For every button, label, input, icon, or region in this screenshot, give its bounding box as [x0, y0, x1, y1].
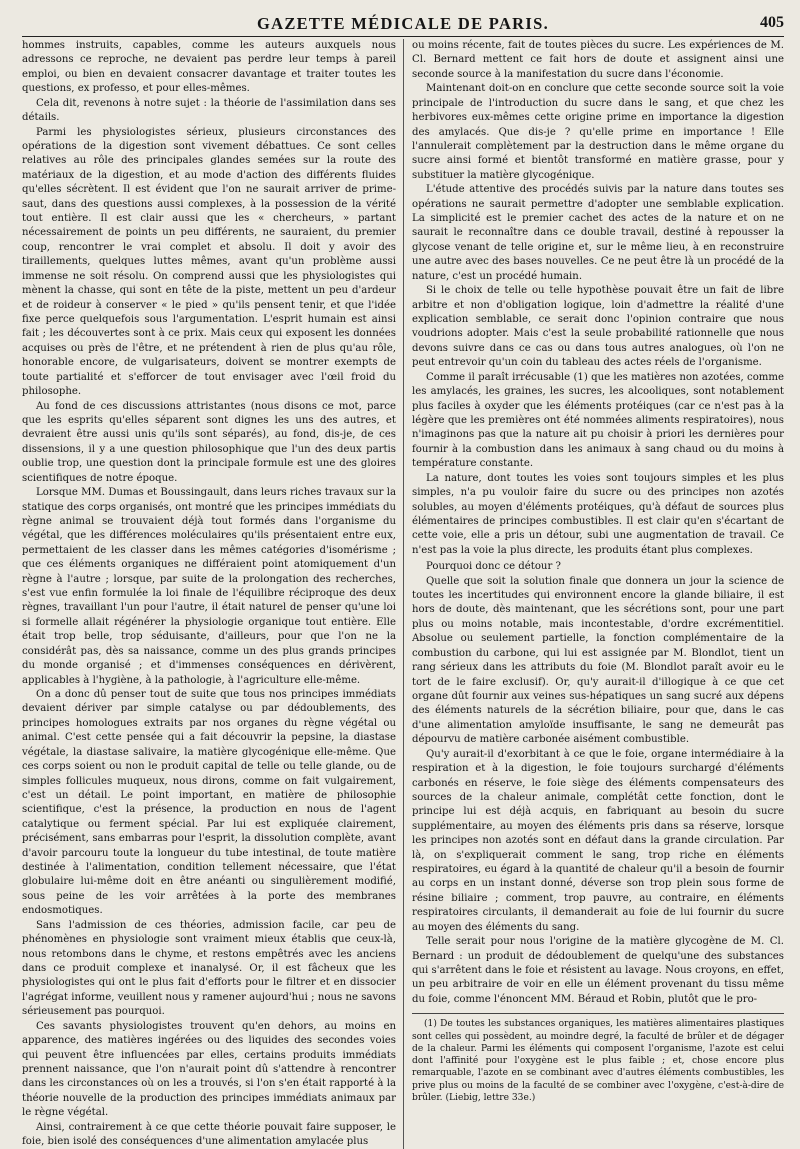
right-column [403, 39, 784, 1149]
paragraph: Qu'y aurait-il d'exorbitant à ce que le foie, organe intermédiaire à la respiration et à la digestion, le foie toujours surchargé d'éléments carbonés en réserve, le foie siège des éléments compensateurs des sources de la chaleur animale, complétât cette fonction, dont le principe lui est déjà acquis, en fabriquant au besoin du sucre supplémentaire, au moyen des éléments pris dans sa réserve, lorsque les principes non azotés sont en défaut dans la grande circulation. Par là, on s'expliquerait comment le sang, trop riche en éléments respiratoires, eu égard à la quantité de chaleur qu'il a besoin de fournir au corps en un instant donné, déverse son trop plein sous forme de résine biliaire ; comment, trop pauvre, au contraire, en éléments respiratoires circulants, il demanderait au foie de lui fournir du sucre au moyen des éléments du sang. [412, 748, 784, 933]
paragraph: hommes instruits, capables, comme les auteurs auxquels nous adressons ce reproche, ne devaient pas perdre leur temps à pareil emploi, ou bien en devaient consacrer davantage et traiter toutes les questions, ex professo, et pour elles-mêmes. [22, 40, 396, 95]
paragraph: Cela dit, revenons à notre sujet : la théorie de l'assimilation dans ses détails. [22, 97, 396, 124]
paragraph: On a donc dû penser tout de suite que tous nos principes immédiats devaient dériver par simple catalyse ou par dédoublements, des principes homologues extraits par nos organes du règne végétal ou animal. C'est cette pensée qui a fait découvrir la pepsine, la diastase végétale, la diastase salivaire, la matière glycogénique elle-même. Que ces corps soient ou non le produit capital de telle ou telle glande, ou de simples follicules muqueux, nous dirons, comme on fait vulgairement, c'est un détail. Le point important, en matière de philosophie scientifique, c'est la présence, la production en nous de l'agent catalytique ou ferment spécial. Par lui est expliquée clairement, précisément, sans embarras pour l'esprit, la dissolution complète, avant d'avoir parcouru toute la longueur du tube intestinal, de toute matière destinée à l'alimentation, condition tellement nécessaire, que l'état globulaire lui-même doit en être anéanti ou singulièrement modifié, sous peine de les voir arrêtées à la porte des membranes endosmotiques. [22, 688, 396, 917]
footnote-text: (1) De toutes les substances organiques, les matières alimentaires plastiques sont celles qui possèdent, au moindre degré, la faculté de brûler et de dégager de la chaleur. Parmi les éléments qui composent l'organisme, l'azote est celui dont l'affinité pour l'oxygène est le plus faible ; et, chose encore plus remarquable, l'azote en se combinant avec d'autres éléments combustibles, les prive plus ou moins de la faculté de se combiner avec l'oxygène, c'est-à-dire de brûler. (Liebig, lettre 33e.) [412, 1019, 784, 1104]
paragraph: L'étude attentive des procédés suivis par la nature dans toutes ses opérations ne saurait permettre d'adopter une semblable explication. La simplicité est le premier cachet des actes de la nature et on ne saurait le reconnaître dans ce double travail, destiné à repousser la glycose venant de telle origine et, sur le même lieu, à en reconstruire une autre avec des bases nouvelles. Ce ne peut être là un procédé de la nature, c'est un procédé humain. [412, 184, 784, 282]
page-header [22, 14, 784, 37]
page-number: 405 [760, 14, 784, 31]
journal-title: GAZETTE MÉDICALE DE PARIS. [256, 14, 550, 33]
paragraph: Telle serait pour nous l'origine de la matière glycogène de M. Cl. Bernard : un produit de dédoublement de quelqu'une des substances qui s'arrêtent dans le foie et résistent au lavage. Nous croyons, en effet, un peu arbitraire de voir en elle un élément provenant du tissu même du foie, comme l'énoncent MM. Béraud et Robin, plutôt que le pro- [412, 936, 784, 1005]
paragraph: Quelle que soit la solution finale que donnera un jour la science de toutes les incertitudes qui environnent encore la glande biliaire, il est hors de doute, dès maintenant, que les sécrétions sont, pour une part plus ou moins notable, mais incontestable, d'ordre excrémentitiel. Absolue ou seulement partielle, la fonction complémentaire de la combustion du carbone, qui lui est assignée par M. Blondlot, tient un rang sérieux dans les attributs du foie (M. Blondlot paraît avoir eu le tort de le faire exclusif). Or, qu'y aurait-il d'illogique à ce que cet organe dût fournir aux veines sus-hépatiques un sang sucré aux dépens des éléments naturels de la sécrétion biliaire, pour que, dans le cas d'une alimentation amyloïde insuffisante, le sang ne demeurât pas dépourvu de matière carbonée aisément combustible. [412, 575, 784, 746]
right-column-text [412, 39, 784, 1007]
paragraph: Au fond de ces discussions attristantes (nous disons ce mot, parce que les esprits qu'elles séparent sont dignes les uns des autres, et devraient être aussi unis qu'ils sont séparés), au fond, dis-je, de ces dissensions, il y a une question philosophique que l'un des deux partis oublie trop, une question dont la principale formule est une des gloires scientifiques de notre époque. [22, 400, 396, 484]
paragraph: Comme il paraît irrécusable (1) que les matières non azotées, comme les amylacés, les graines, les sucres, les alcooliques, sont notablement plus faciles à oxyder que les éléments protéiques (car ce n'est pas à la légère que les premières ont été nommées aliments respiratoires), nous n'imaginons pas que la nature ait pu choisir à priori les dernières pour fournir à la combustion dans les animaux à sang chaud ou du moins à température constante. [412, 371, 784, 470]
paragraph: Pourquoi donc ce détour ? [426, 561, 561, 573]
paragraph: Parmi les physiologistes sérieux, plusieurs circonstances des opérations de la digestion sont vivement débattues. Ce sont celles relatives au rôle des principales glandes semées sur la route des matériaux de la digestion, et au mode d'action des différents fluides qu'elles sécrètent. Il est évident que l'on ne saurait arriver de prime-saut, dans des questions aussi complexes, à la possession de la vérité tout entière. Il est clair aussi que les « chercheurs, » partant nécessairement de points un peu différents, ne sauraient, du premier coup, rencontrer le vrai complet et absolu. Il doit y avoir des tiraillements, quelques luttes mêmes, avant qu'un problème aussi immense ne soit résolu. On comprend aussi que les physiologistes qui mènent la chasse, qui sont en tête de la piste, mettent un peu d'ardeur et de roideur à conserver « le pied » qu'ils pensent tenir, et que l'idée fixe perce quelquefois sous l'argumentation. L'esprit humain est ainsi fait ; les découvertes sont à ce prix. Mais ceux qui exposent les données acquises ou près de l'être, et ne prétendent à rien de plus qu'au rôle, honorable encore, de vulgarisateurs, doivent se montrer exempts de toute partialité et s'efforcer de tout envisager avec l'œil froid du philosophe. [22, 126, 396, 398]
paragraph: Maintenant doit-on en conclure que cette seconde source soit la voie principale de l'introduction du sucre dans le sang, et que chez les herbivores eux-mêmes cette origine prime en importance la digestion des amylacés. Que dis-je ? qu'elle prime en importance ! Elle l'annulerait complètement par la destruction dans le même organe du sucre ainsi formé et bientôt transformé en matière grasse, pour y substituer la matière glycogénique. [412, 83, 784, 181]
article-columns [22, 39, 784, 1149]
paragraph: Ainsi, contrairement à ce que cette théorie pouvait faire supposer, le foie, bien isolé des conséquences d'une alimentation amylacée plus [22, 1121, 396, 1148]
paragraph: ou moins récente, fait de toutes pièces du sucre. Les expériences de M. Cl. Bernard mettent ce fait hors de doute et assignent ainsi une seconde source à la manifestation du sucre dans l'économie. [412, 40, 784, 80]
paragraph: Sans l'admission de ces théories, admission facile, car peu de phénomènes en physiologie sont vraiment mieux établis que ceux-là, nous retombons dans le chyme, et restons empêtrés avec les anciens dans ce produit complexe et inanalysé. Or, il est fâcheux que les physiologistes qui ont le plus fait d'efforts pour le filtrer et en dissocier l'agrégat informe, veuillent nous y ramener aujourd'hui ; nous ne savons sérieusement pas pourquoi. [22, 919, 396, 1018]
left-column [22, 39, 402, 1149]
paragraph: La nature, dont toutes les voies sont toujours simples et les plus simples, n'a pu vouloir faire du sucre ou des principes non azotés solubles, au moyen d'éléments protéiques, qu'à défaut de sources plus élémentaires de principes combustibles. Il est clair qu'en s'écartant de cette voie, elle a pris un détour, subi une augmentation de travail. Ce n'est pas la voie la plus directe, les produits étant plus complexes. [412, 472, 784, 556]
paragraph: Lorsque MM. Dumas et Boussingault, dans leurs riches travaux sur la statique des corps organisés, ont montré que les principes immédiats du règne animal se trouvaient déjà tout formés dans l'organisme du végétal, que les différences moléculaires qu'ils présentaient entre eux, permettaient de les classer dans les mêmes catégories d'isomérisme ; que ces éléments organiques ne différaient point atomiquement d'un règne à l'autre ; lorsque, par suite de la prolongation des recherches, s'est vue enfin formulée la loi finale de l'équilibre réciproque des deux règnes, travaillant l'un pour l'autre, il était naturel de penser qu'une loi si formelle allait régénérer la physiologie organique tout entière. Elle était trop belle, trop séduisante, d'ailleurs, pour que l'on ne la considérât pas, dès sa naissance, comme un des plus grands principes du monde organisé ; et d'immenses conséquences en dérivèrent, applicables à l'hygiène, à la pathologie, à l'agriculture elle-même. [22, 487, 396, 686]
footnote [412, 1013, 784, 1104]
paragraph: Si le choix de telle ou telle hypothèse pouvait être un fait de libre arbitre et non d'obligation logique, loin d'admettre la réalité d'une explication semblable, ce serait donc l'opinion contraire que nous voudrions adopter. Mais c'est la seule probabilité rationnelle que nous devons suivre dans ce cas ou dans tous autres analogues, où l'on ne peut entrevoir qu'un coin du tableau des actes réels de l'organisme. [412, 285, 784, 369]
paragraph: Ces savants physiologistes trouvent qu'en dehors, au moins en apparence, des matières ingérées ou des liquides des secondes voies qui peuvent être influencées par elles, certains produits immédiats prennent naissance, que l'on n'aurait point dû s'attendre à rencontrer dans les circonstances où on les a trouvés, si l'on s'en était rapporté à la théorie nouvelle de la production des principes immédiats animaux par le règne végétal. [22, 1020, 396, 1119]
